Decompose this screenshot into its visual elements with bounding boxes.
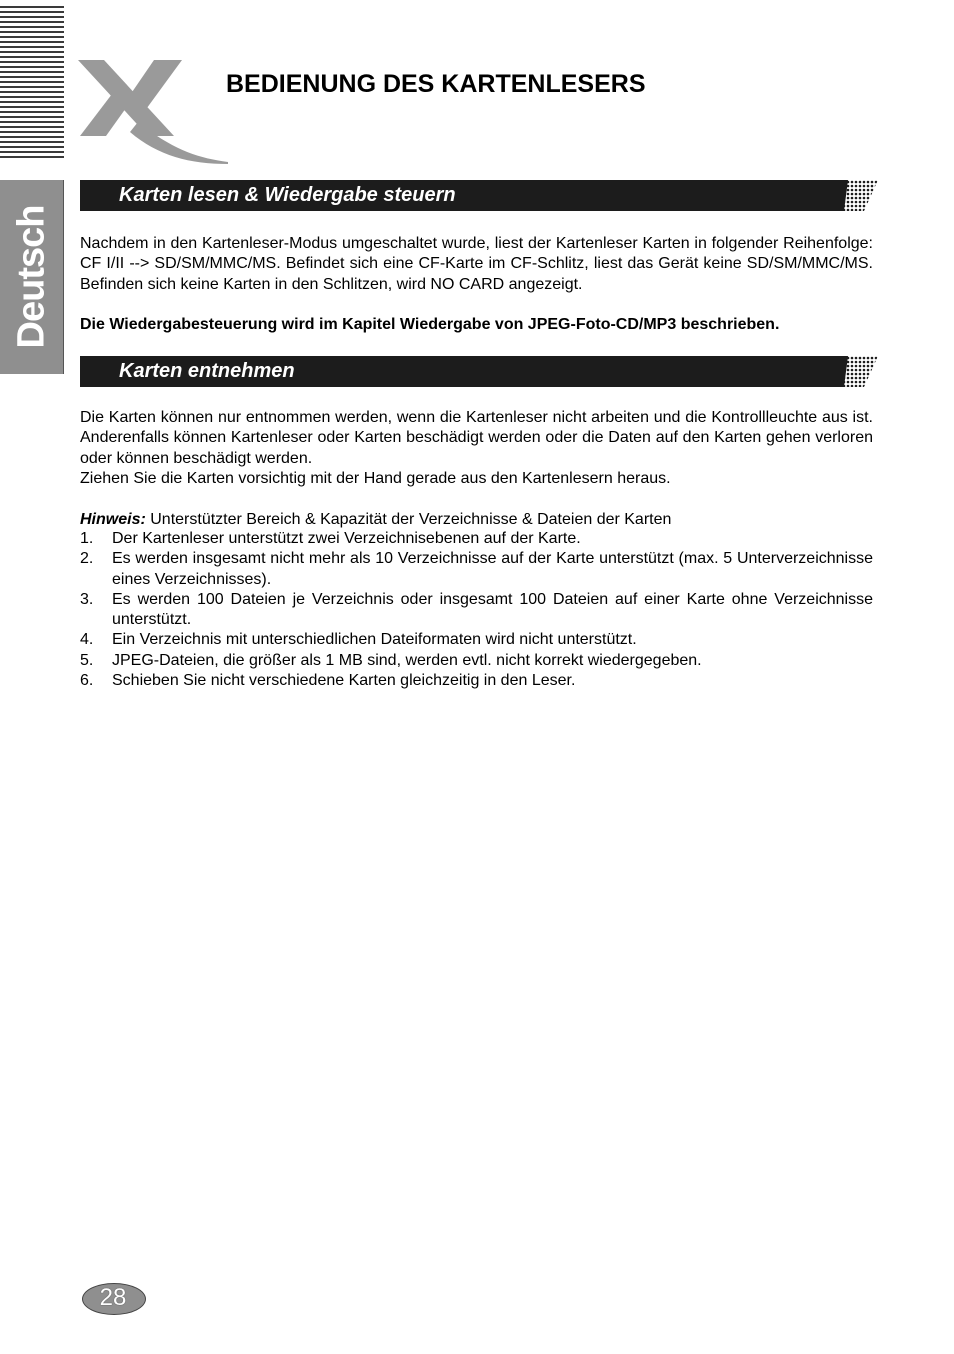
list-item-number: 2.: [80, 550, 94, 568]
page-number-badge: [82, 1283, 146, 1315]
language-tab: [0, 180, 64, 374]
section-title: Karten entnehmen: [119, 360, 295, 382]
list-item-number: 5.: [80, 651, 94, 669]
paragraph: Ziehen Sie die Karten vorsichtig mit der Hand gerade aus den Kartenlesern heraus.: [80, 470, 671, 487]
page-title: BEDIENUNG DES KARTENLESERS: [226, 70, 646, 98]
note-label: Hinweis:: [80, 511, 146, 528]
list-item: [80, 529, 873, 549]
page-number: 28: [99, 1284, 127, 1311]
list-item-text: Ein Verzeichnis mit unterschiedlichen Dateiformaten wird nicht unterstützt.: [112, 631, 637, 649]
list-item-number: 4.: [80, 631, 94, 649]
list-item-number: 6.: [80, 672, 94, 690]
halftone-dots-icon: [838, 180, 878, 211]
halftone-dots-icon: [838, 356, 878, 387]
section-title: Karten lesen & Wiedergabe steuern: [119, 184, 456, 206]
notes-list: [80, 529, 873, 691]
decorative-stripes: [0, 6, 64, 162]
list-item-number: 1.: [80, 530, 94, 547]
note-text: Unterstützter Bereich & Kapazität der Verzeichnisse & Dateien der Karten: [145, 511, 672, 528]
list-item-text: Der Kartenleser unterstützt zwei Verzeichnisebenen auf der Karte.: [112, 530, 581, 547]
paragraph: Die Karten können nur entnommen werden, wenn die Kartenleser nicht arbeiten und die Kontrollleuchte aus ist. Anderenfalls können Kartenleser oder Karten beschädigt werden oder die Daten auf den Karten gehen verloren oder können beschädigt werden.: [80, 409, 873, 467]
list-item-number: 3.: [80, 590, 94, 608]
list-item: [80, 590, 873, 631]
list-item-text: JPEG-Dateien, die größer als 1 MB sind, werden evtl. nicht korrekt wiedergegeben.: [112, 651, 702, 669]
list-item: [80, 630, 873, 650]
list-item-text: Schieben Sie nicht verschiedene Karten gleichzeitig in den Leser.: [112, 672, 576, 690]
note-line: [80, 510, 873, 530]
x-logo-icon: [78, 60, 232, 164]
list-item-text: Es werden insgesamt nicht mehr als 10 Verzeichnisse auf der Karte unterstützt (max. 5 Unterverzeichnisse eines Verzeichnisses).: [112, 550, 873, 588]
list-item: [80, 671, 873, 691]
list-item: [80, 651, 873, 671]
list-item: [80, 549, 873, 590]
list-item-text: Es werden 100 Dateien je Verzeichnis oder insgesamt 100 Dateien auf einer Karte ohne Verzeichnisse unterstützt.: [112, 590, 873, 629]
bold-note: Die Wiedergabesteuerung wird im Kapitel Wiedergabe von JPEG-Foto-CD/MP3 beschrieben.: [80, 316, 780, 333]
section-header-read-cards: [80, 180, 878, 211]
section-header-remove-cards: [80, 356, 878, 387]
language-tab-label: Deutsch: [10, 205, 52, 349]
paragraph: Nachdem in den Kartenleser-Modus umgeschaltet wurde, liest der Kartenleser Karten in folgender Reihenfolge: CF I/II --> SD/SM/MMC/MS. Befindet sich eine CF-Karte im CF-Schlitz, liest das Gerät keine SD/SM/MMC/MS. Befinden sich keine Karten in den Schlitzen, wird NO CARD angezeigt.: [80, 235, 873, 293]
